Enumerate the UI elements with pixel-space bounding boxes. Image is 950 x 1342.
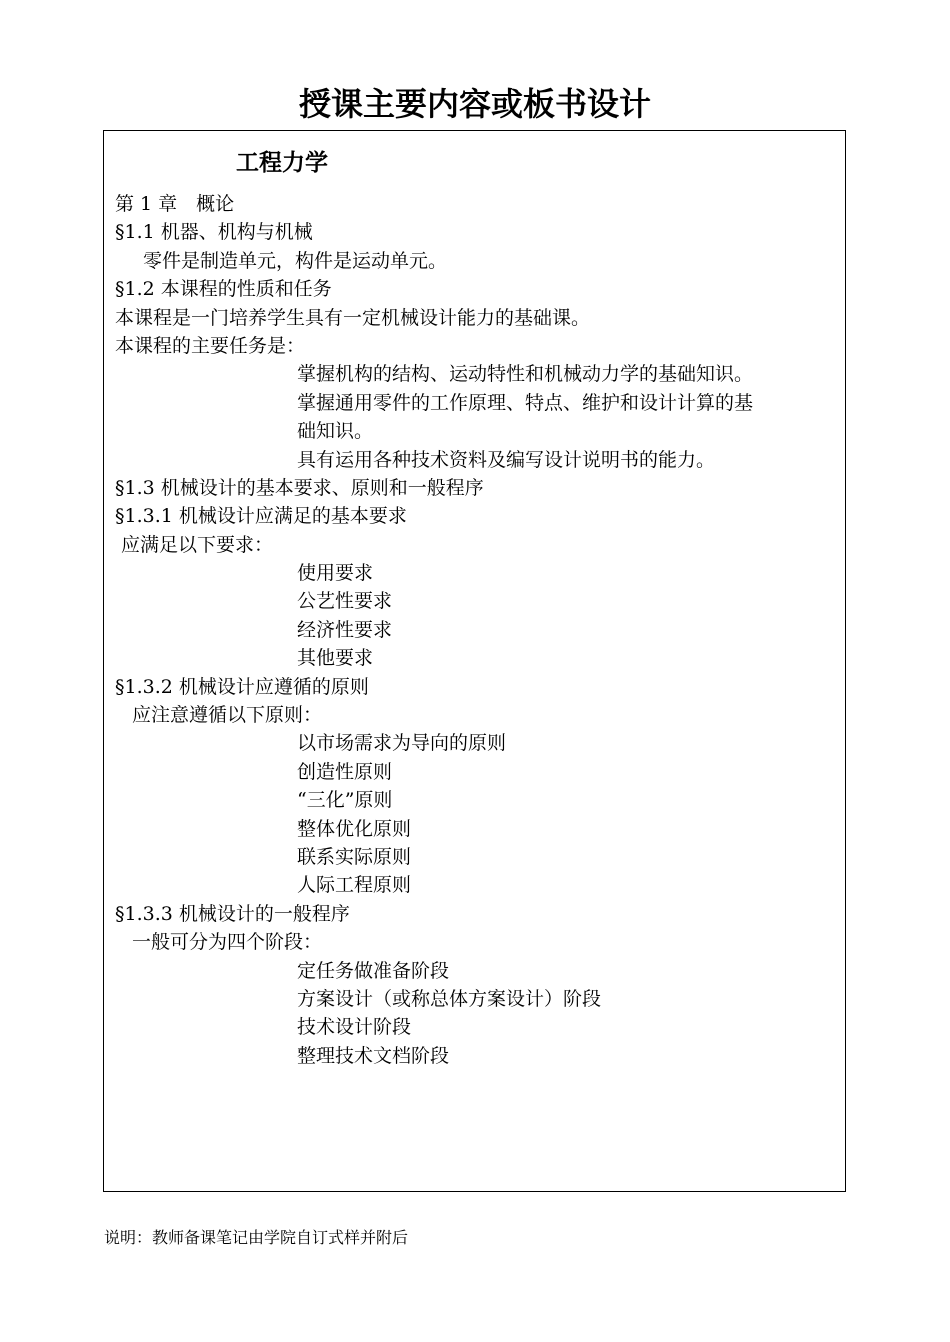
content-line: 应注意遵循以下原则： [132,704,323,727]
content-line: 本课程的主要任务是： [115,334,306,357]
content-line: 公艺性要求 [297,590,393,613]
content-line: §1.3 机械设计的基本要求、原则和一般程序 [115,476,484,499]
content-line: §1.1 机器、机构与机械 [115,221,313,244]
content-box [103,130,846,1192]
course-title: 工程力学 [236,150,328,176]
content-line: 定任务做准备阶段 [297,959,450,982]
content-line: 整理技术文档阶段 [297,1044,450,1067]
content-line: §1.3.1 机械设计应满足的基本要求 [115,505,407,528]
footer-note: 说明：教师备课笔记由学院自订式样并附后 [104,1228,409,1247]
content-line: 应满足以下要求： [121,533,274,556]
content-line: §1.2 本课程的性质和任务 [115,278,332,301]
content-line: 使用要求 [297,562,374,585]
content-line: 零件是制造单元，构件是运动单元。 [143,249,448,272]
content-line: §1.3.3 机械设计的一般程序 [115,902,350,925]
content-lines [104,190,847,1070]
content-line: 掌握通用零件的工作原理、特点、维护和设计计算的基 [297,391,754,414]
content-line: 方案设计（或称总体方案设计）阶段 [297,987,602,1010]
content-line: 技术设计阶段 [297,1016,412,1039]
content-line: 具有运用各种技术资料及编写设计说明书的能力。 [297,448,716,471]
content-line: 联系实际原则 [297,845,412,868]
content-line: 经济性要求 [297,618,393,641]
content-line: 掌握机构的结构、运动特性和机械动力学的基础知识。 [297,363,754,386]
content-line: 本课程是一门培养学生具有一定机械设计能力的基础课。 [115,306,591,329]
content-line: 其他要求 [297,647,374,670]
content-line: 人际工程原则 [297,874,412,897]
content-line: 第 1 章 概论 [115,193,235,215]
page-title: 授课主要内容或板书设计 [298,85,651,123]
content-line: 础知识。 [297,420,374,443]
content-line: 创造性原则 [297,760,393,783]
content-line: 一般可分为四个阶段： [132,931,323,954]
content-line: §1.3.2 机械设计应遵循的原则 [115,675,369,698]
content-line: “三化”原则 [297,789,393,812]
content-line: 以市场需求为导向的原则 [297,732,507,755]
content-line: 整体优化原则 [297,817,412,840]
